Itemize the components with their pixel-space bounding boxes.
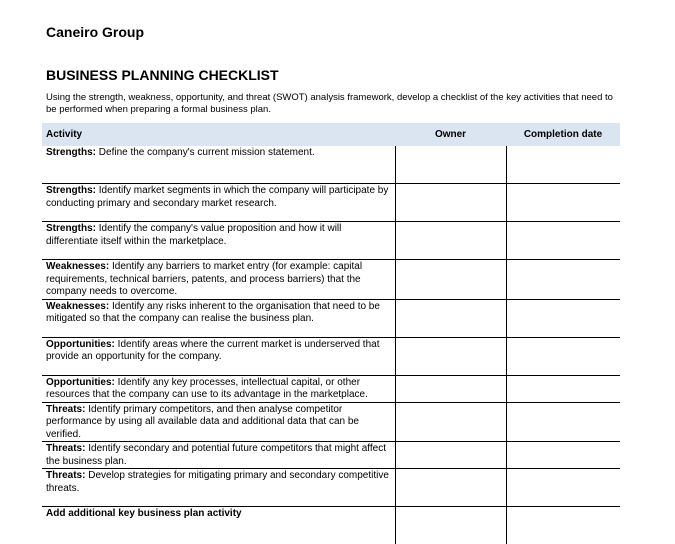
intro-paragraph: Using the strength, weakness, opportunity, and threat (SWOT) analysis framework, develop a checklist of the key activities that need to be performed when preparing a formal business plan. — [46, 92, 626, 115]
owner-cell[interactable] — [395, 469, 506, 507]
activity-cell[interactable] — [42, 375, 395, 402]
activity-cell[interactable] — [42, 260, 395, 300]
activity-category: Strengths: — [46, 223, 96, 234]
completion-date-cell[interactable] — [506, 146, 620, 184]
owner-cell[interactable] — [395, 337, 506, 375]
activity-cell[interactable] — [42, 184, 395, 222]
completion-date-cell[interactable] — [506, 507, 620, 544]
table-row — [42, 442, 620, 469]
table-row — [42, 146, 620, 184]
completion-date-cell[interactable] — [506, 469, 620, 507]
activity-cell[interactable] — [42, 299, 395, 337]
completion-date-cell[interactable] — [506, 402, 620, 442]
table-row — [42, 337, 620, 375]
completion-date-cell[interactable] — [506, 337, 620, 375]
owner-cell[interactable] — [395, 260, 506, 300]
completion-date-cell[interactable] — [506, 184, 620, 222]
owner-cell[interactable] — [395, 375, 506, 402]
table-row — [42, 375, 620, 402]
activity-category: Strengths: — [46, 185, 96, 196]
activity-cell[interactable] — [42, 337, 395, 375]
column-header-activity: Activity — [42, 123, 395, 146]
activity-cell[interactable] — [42, 146, 395, 184]
table-row — [42, 402, 620, 442]
activity-category: Weaknesses: — [46, 301, 109, 312]
activity-text: Identify secondary and potential future competitors that might affect the business plan. — [46, 443, 386, 467]
activity-text: Identify any risks inherent to the organisation that need to be mitigated so that the company can realise the business plan. — [46, 301, 380, 325]
owner-cell[interactable] — [395, 184, 506, 222]
completion-date-cell[interactable] — [506, 375, 620, 402]
checklist-table — [42, 123, 620, 544]
owner-cell[interactable] — [395, 402, 506, 442]
activity-category: Strengths: — [46, 147, 96, 158]
activity-category: Threats: — [46, 443, 85, 454]
activity-cell[interactable] — [42, 402, 395, 442]
activity-text: Define the company's current mission statement. — [99, 147, 315, 158]
completion-date-cell[interactable] — [506, 442, 620, 469]
owner-cell[interactable] — [395, 442, 506, 469]
add-activity-cell[interactable] — [42, 507, 395, 544]
activity-text: Identify primary competitors, and then analyse competitor performance by using all available data and additional data that can be verified. — [46, 404, 359, 440]
activity-text: Identify areas where the current market is underserved that provide an opportunity for the company. — [46, 339, 379, 363]
activity-text: Identify any barriers to market entry (for example: capital requirements, technical barriers, patents, and process barriers) that the company needs to overcome. — [46, 261, 362, 297]
completion-date-cell[interactable] — [506, 299, 620, 337]
table-row — [42, 222, 620, 260]
owner-cell[interactable] — [395, 507, 506, 544]
activity-text: Identify market segments in which the company will participate by conducting primary and secondary market research. — [46, 185, 388, 209]
activity-text: Develop strategies for mitigating primary and secondary competitive threats. — [46, 470, 389, 494]
completion-date-cell[interactable] — [506, 260, 620, 300]
activity-text: Identify any key processes, intellectual capital, or other resources that the company can use to its advantage in the marketplace. — [46, 377, 368, 401]
owner-cell[interactable] — [395, 222, 506, 260]
owner-cell[interactable] — [395, 146, 506, 184]
activity-cell[interactable] — [42, 469, 395, 507]
completion-date-cell[interactable] — [506, 222, 620, 260]
add-activity-label: Add additional key business plan activity — [46, 508, 242, 519]
activity-cell[interactable] — [42, 442, 395, 469]
table-row — [42, 299, 620, 337]
owner-cell[interactable] — [395, 299, 506, 337]
document-title: BUSINESS PLANNING CHECKLIST — [46, 67, 279, 83]
table-row-add-activity — [42, 507, 620, 544]
table-row — [42, 260, 620, 300]
activity-category: Weaknesses: — [46, 261, 109, 272]
table-row — [42, 184, 620, 222]
activity-cell[interactable] — [42, 222, 395, 260]
activity-category: Threats: — [46, 404, 85, 415]
activity-text: Identify the company's value proposition and how it will differentiate itself within the marketplace. — [46, 223, 341, 247]
activity-category: Threats: — [46, 470, 85, 481]
table-header-row — [42, 123, 620, 146]
column-header-completion-date: Completion date — [506, 123, 620, 146]
column-header-owner: Owner — [395, 123, 506, 146]
activity-category: Opportunities: — [46, 377, 115, 388]
company-name: Caneiro Group — [46, 24, 144, 40]
activity-category: Opportunities: — [46, 339, 115, 350]
table-row — [42, 469, 620, 507]
